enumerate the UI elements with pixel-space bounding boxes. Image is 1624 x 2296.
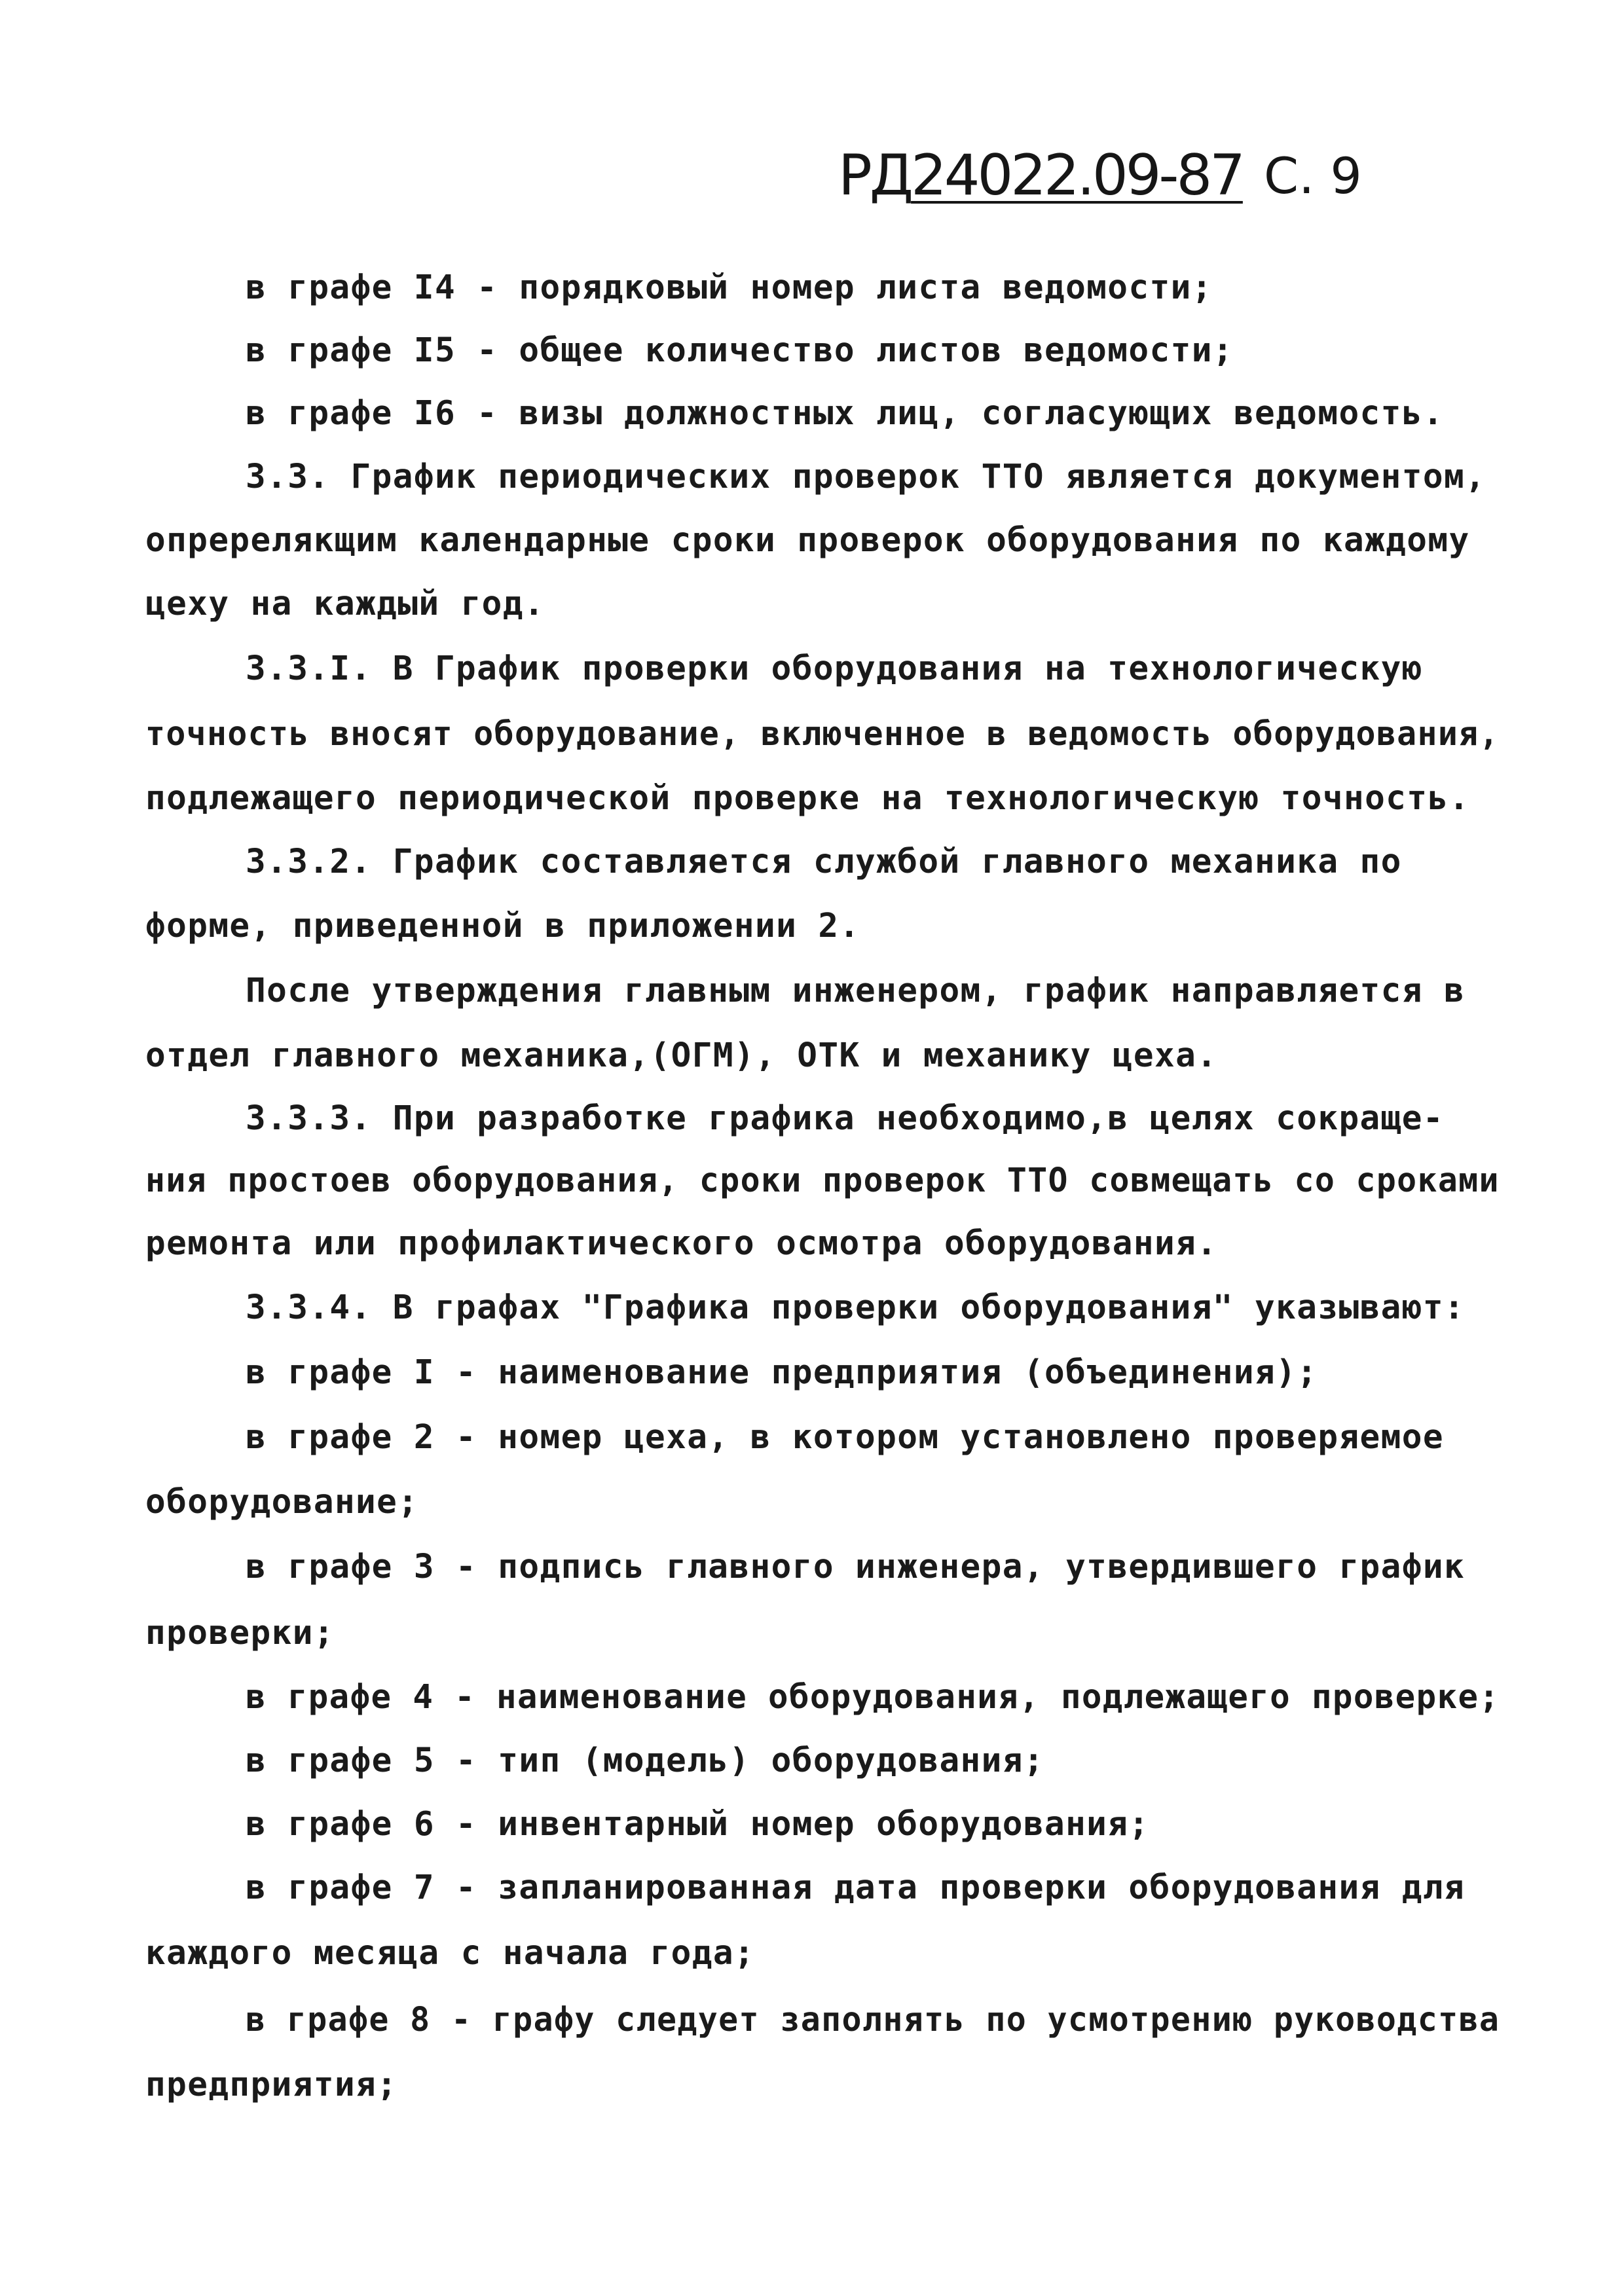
text-line: проверки; <box>145 1614 335 1652</box>
text-line: в графе I4 - порядковый номер листа ведомости; <box>246 268 1213 307</box>
text-line: в графе 6 - инвентарный номер оборудования; <box>246 1805 1150 1844</box>
text-line: в графе 7 - запланированная дата проверки оборудования для <box>246 1868 1466 1907</box>
text-line: 3.3.2. График составляется службой главного механика по <box>246 843 1402 881</box>
text-line: 3.3. График периодических проверок ТТО является документом, <box>246 458 1486 496</box>
document-code-number: 24022.09-87 <box>911 143 1243 208</box>
text-line: в графе I6 - визы должностных лиц, согласующих ведомость. <box>246 394 1444 433</box>
text-line: 3.3.3. При разработке графика необходимо,в целях сокраще- <box>246 1099 1444 1138</box>
text-line: отдел главного механика,(ОГМ), ОТК и механику цеха. <box>145 1036 1218 1075</box>
page-number: С. 9 <box>1264 147 1362 205</box>
document-code-prefix: РД <box>838 143 912 208</box>
text-line: каждого месяца с начала года; <box>145 1934 756 1973</box>
text-line: в графе I5 - общее количество листов ведомости; <box>246 331 1234 370</box>
text-line: ремонта или профилактического осмотра оборудования. <box>145 1224 1218 1263</box>
text-line: После утверждения главным инженером, график направляется в <box>246 972 1466 1010</box>
text-line: предприятия; <box>145 2066 398 2104</box>
text-line: в графе I - наименование предприятия (объединения); <box>246 1353 1318 1392</box>
text-line: точность вносят оборудование, включенное в ведомость оборудования, <box>145 715 1500 754</box>
text-line: 3.3.I. В График проверки оборудования на технологическую <box>246 649 1423 688</box>
text-line: подлежащего периодической проверке на технологическую точность. <box>145 779 1470 818</box>
text-line: ния простоев оборудования, сроки проверок ТТО совмещать со сроками <box>145 1161 1500 1200</box>
text-line: в графе 4 - наименование оборудования, подлежащего проверке; <box>246 1678 1500 1717</box>
text-line: оборудование; <box>145 1483 419 1522</box>
text-line: цеху на каждый год. <box>145 585 545 623</box>
text-line: в графе 8 - графу следует заполнять по усмотрению руководства <box>246 2001 1500 2039</box>
text-line: в графе 2 - номер цеха, в котором установлено проверяемое <box>246 1418 1444 1457</box>
text-line: в графе 5 - тип (модель) оборудования; <box>246 1741 1044 1780</box>
text-line: в графе 3 - подпись главного инженера, утвердившего график <box>246 1548 1466 1586</box>
text-line: опререлякщим календарные сроки проверок оборудования по каждому <box>145 521 1470 560</box>
text-line: форме, приведенной в приложении 2. <box>145 907 860 945</box>
text-line: 3.3.4. В графах "Графика проверки оборудования" указывают: <box>246 1288 1466 1327</box>
